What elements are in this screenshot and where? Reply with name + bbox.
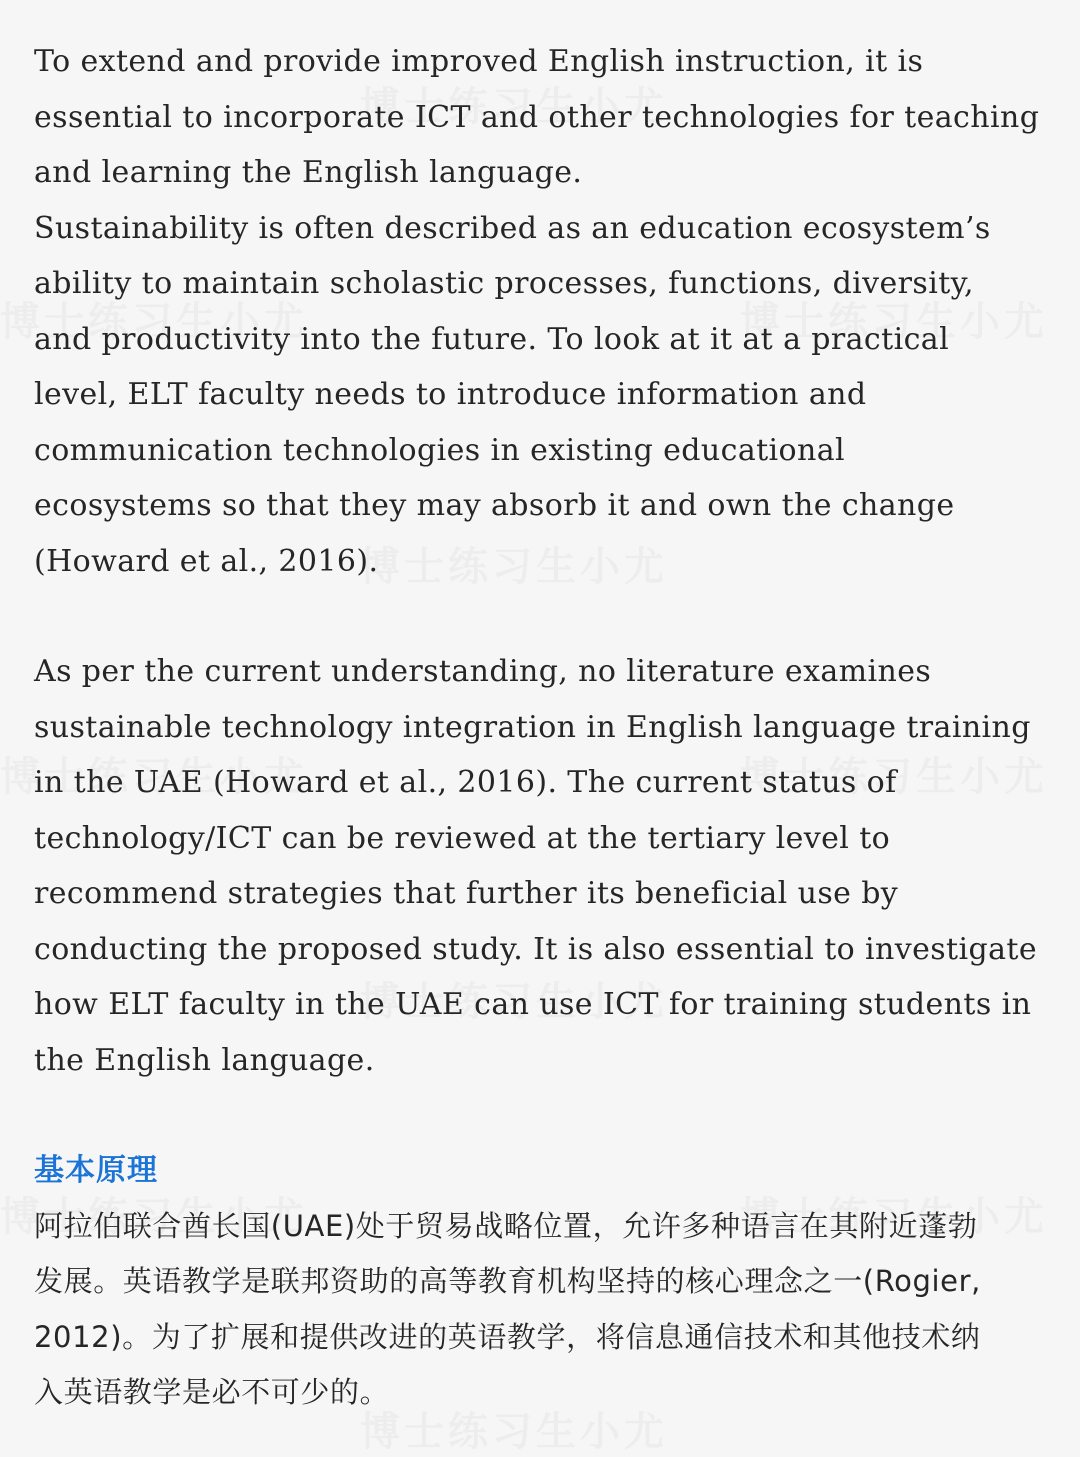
chinese-paragraph xyxy=(34,1199,1054,1421)
section-heading: 基本原理 xyxy=(34,1153,158,1188)
text-line: how ELT faculty in the UAE can use ICT for training students in xyxy=(34,987,1032,1022)
text-line: level, ELT faculty needs to introduce information and xyxy=(34,377,867,412)
paragraph-2 xyxy=(34,644,1054,1088)
text-line: 2012)。为了扩展和提供改进的英语教学，将信息通信技术和其他技术纳 xyxy=(34,1319,981,1354)
article-body xyxy=(34,34,1054,1421)
text-line: essential to incorporate ICT and other technologies for teaching xyxy=(34,99,1040,135)
text-line: in the UAE (Howard et al., 2016). The current status of xyxy=(34,765,897,800)
text-line: recommend strategies that further its beneficial use by xyxy=(34,876,899,911)
text-line: Sustainability is often described as an education ecosystem’s xyxy=(34,210,991,246)
paragraph-1 xyxy=(34,34,1054,589)
text-line: 发展。英语教学是联邦资助的高等教育机构坚持的核心理念之一(Rogier, xyxy=(34,1264,981,1298)
text-line: technology/ICT can be reviewed at the tertiary level to xyxy=(34,820,891,856)
text-line: ecosystems so that they may absorb it and own the change xyxy=(34,488,955,523)
text-line: communication technologies in existing educational xyxy=(34,432,846,468)
paragraph-spacer xyxy=(34,1088,1054,1143)
text-line: and learning the English language. xyxy=(34,155,583,190)
text-line: conducting the proposed study. It is also essential to investigate xyxy=(34,931,1038,967)
text-line: (Howard et al., 2016). xyxy=(34,543,379,579)
text-line: and productivity into the future. To look at it at a practical xyxy=(34,321,950,357)
text-line: sustainable technology integration in English language training xyxy=(34,709,1031,745)
text-line: 入英语教学是必不可少的。 xyxy=(34,1375,390,1409)
paragraph-spacer xyxy=(34,589,1054,644)
text-line: As per the current understanding, no literature examines xyxy=(34,654,932,689)
text-line: ability to maintain scholastic processes, functions, diversity, xyxy=(34,266,974,301)
text-line: 阿拉伯联合酋长国(UAE)处于贸易战略位置，允许多种语言在其附近蓬勃 xyxy=(34,1208,978,1243)
text-line: To extend and provide improved English instruction, it is xyxy=(34,44,924,79)
text-line: the English language. xyxy=(34,1042,375,1078)
